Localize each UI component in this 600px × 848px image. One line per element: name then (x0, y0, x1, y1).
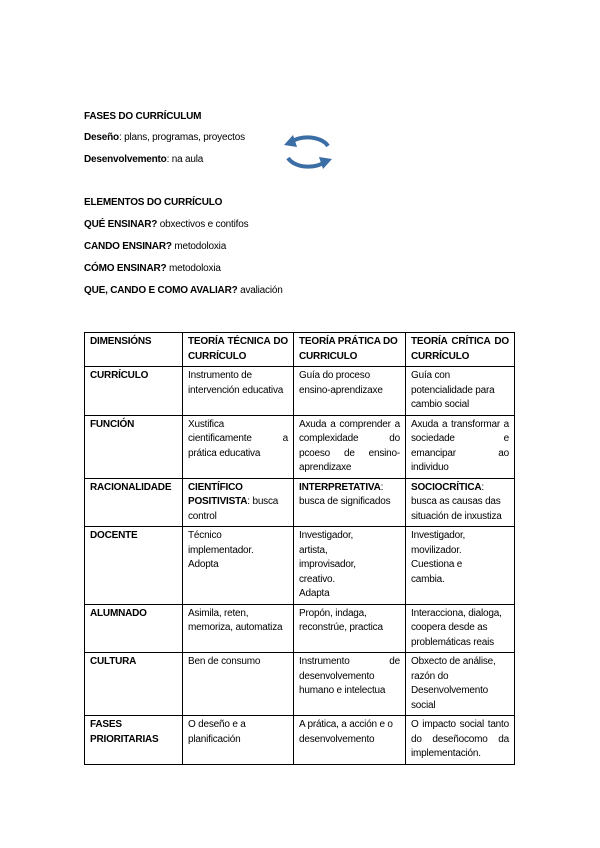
element-question: QUÉ ENSINAR? (84, 219, 158, 230)
cell-line: Investigador, (299, 530, 354, 541)
element-question: CANDO ENSINAR? (84, 241, 172, 252)
practical-cell (294, 527, 406, 605)
practical-rationality: INTERPRETATIVA (299, 481, 381, 493)
row-dimension: CURRÍCULO (85, 367, 183, 416)
critical-cell: Obxecto de análise, razón do Desenvolvemento social (406, 653, 515, 716)
element-question: QUE, CANDO E COMO AVALIAR? (84, 285, 238, 296)
table-row (85, 653, 515, 716)
cycle-arrows-icon (278, 131, 338, 173)
design-line (84, 132, 245, 143)
technical-cell (183, 527, 294, 605)
cell-line: creativo. (299, 573, 335, 585)
header-technical-theory: TEORÍA TÉCNICA DO CURRÍCULO (183, 333, 294, 367)
critical-cell: Axuda a transformar a sociedade e emancipar ao individuo (406, 415, 515, 478)
critical-cell (406, 527, 515, 605)
cell-line: improvisador, (299, 559, 356, 570)
technical-cell: O deseño e a planificación (183, 716, 294, 765)
cell-line: artista, (299, 544, 328, 556)
critical-cell: Guía con potencialidade para cambio social (406, 367, 515, 416)
table-row (85, 478, 515, 527)
technical-cell (183, 478, 294, 527)
element-question: CÓMO ENSINAR? (84, 263, 167, 274)
header-dimensions: DIMENSIÓNS (85, 333, 183, 367)
technical-cell: Xustifica cientificamente a prática educativa (183, 415, 294, 478)
row-dimension: DOCENTE (85, 527, 183, 605)
technical-cell: Asimila, reten, memoriza, automatiza (183, 604, 294, 653)
element-item (84, 263, 221, 274)
technical-rationality: CIENTÍFICO POSITIVISTA (188, 481, 248, 507)
table-row (85, 527, 515, 605)
critical-cell (406, 478, 515, 527)
cell-line: Técnico (188, 530, 222, 541)
row-dimension: FASES PRIORITARIAS (85, 716, 183, 765)
element-answer: avaliación (237, 285, 283, 296)
cell-line: Cuestiona e (411, 559, 463, 570)
header-practical-theory: TEORÍA PRÁTICA DO CURRICULO (294, 333, 406, 367)
practical-cell: Axuda a comprender a complexidade do pcoeso de ensino-aprendizaxe (294, 415, 406, 478)
cell-line: implementador. (188, 544, 254, 556)
cell-line: Investigador, (411, 530, 466, 541)
design-label: Deseño (84, 132, 119, 143)
practical-cell: Guía do proceso ensino-aprendizaxe (294, 367, 406, 416)
technical-cell: Instrumento de intervención educativa (183, 367, 294, 416)
development-label: Desenvolvemento (84, 154, 167, 165)
curriculum-theories-table (84, 332, 515, 765)
critical-rationality: SOCIOCRÍTICA (411, 481, 482, 493)
header-critical-theory: TEORÍA CRÍTICA DO CURRÍCULO (406, 333, 515, 367)
table-row (85, 415, 515, 478)
critical-text: : busca as causas das situación de inxustiza (411, 481, 502, 522)
critical-cell: Interacciona, dialoga, coopera desde as problemáticas reais (406, 604, 515, 653)
table-row (85, 367, 515, 416)
cell-line: Adopta (188, 559, 219, 570)
row-dimension: ALUMNADO (85, 604, 183, 653)
element-answer: obxectivos e contifos (157, 219, 249, 230)
practical-cell: Propón, indaga, reconstrúe, practica (294, 604, 406, 653)
development-text: : na aula (166, 154, 204, 165)
table-header-row (85, 333, 515, 367)
row-dimension: RACIONALIDADE (85, 478, 183, 527)
cell-line: movilizador. (411, 544, 462, 556)
table-row (85, 716, 515, 765)
row-dimension: FUNCIÓN (85, 415, 183, 478)
table-row (85, 604, 515, 653)
element-item (84, 241, 226, 252)
cell-line: cambia. (411, 573, 445, 585)
element-answer: metodoloxia (166, 263, 221, 274)
development-line (84, 154, 203, 165)
elements-title: ELEMENTOS DO CURRÍCULO (84, 197, 223, 208)
element-answer: metodoloxia (171, 241, 227, 252)
practical-cell (294, 478, 406, 527)
element-item (84, 285, 283, 296)
design-text: : plans, programas, proyectos (118, 132, 245, 143)
practical-cell: A prática, a acción e o desenvolvemento (294, 716, 406, 765)
practical-cell: Instrumento de desenvolvemento humano e intelectua (294, 653, 406, 716)
practical-text: : busca de significados (299, 481, 391, 507)
technical-text: : busca control (188, 496, 279, 522)
cell-line: Adapta (299, 588, 330, 599)
row-dimension: CULTURA (85, 653, 183, 716)
phases-title: FASES DO CURRÍCULUM (84, 111, 202, 122)
element-item (84, 219, 248, 230)
critical-cell: O impacto social tanto do deseñocomo da implementación. (406, 716, 515, 765)
technical-cell: Ben de consumo (183, 653, 294, 716)
